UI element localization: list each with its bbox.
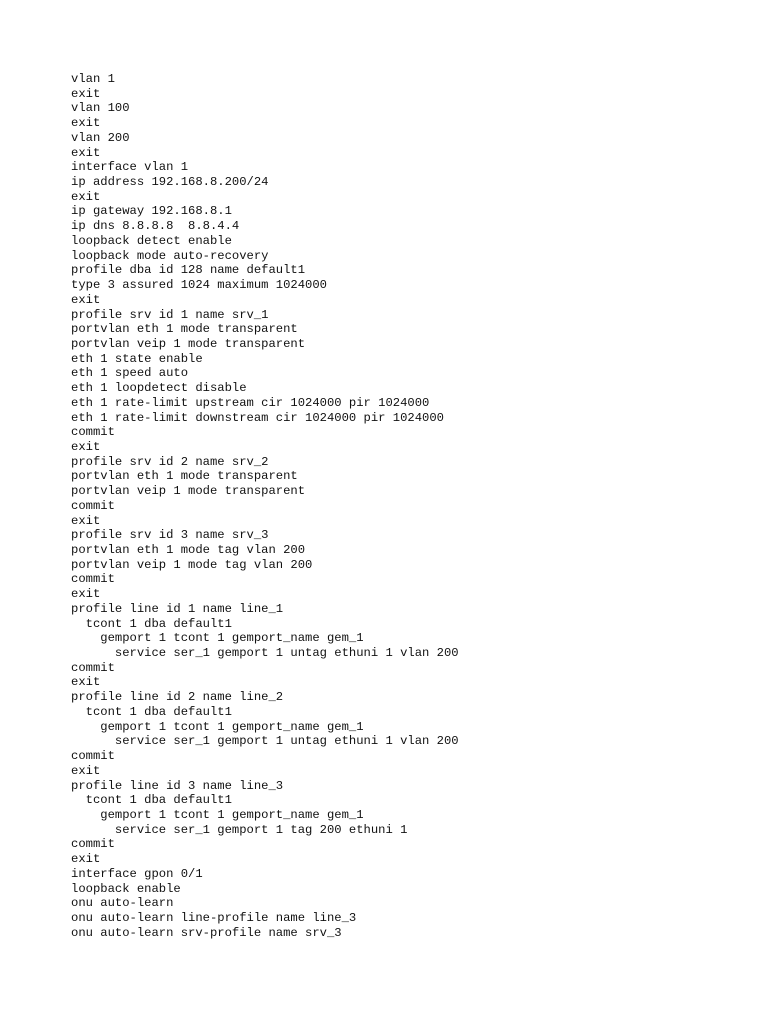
code-line: tcont 1 dba default1 [71,704,232,719]
code-line: eth 1 rate-limit upstream cir 1024000 pir 1024000 [71,395,430,410]
code-line: onu auto-learn line-profile name line_3 [71,910,357,925]
code-line: loopback mode auto-recovery [71,248,269,263]
code-line: exit [71,116,101,131]
code-line: exit [71,587,101,602]
code-line: exit [71,439,101,454]
code-line: tcont 1 dba default1 [71,616,232,631]
code-line: interface vlan 1 [71,160,189,175]
code-line: eth 1 state enable [71,351,203,366]
code-line: gemport 1 tcont 1 gemport_name gem_1 [71,631,364,646]
code-line: portvlan veip 1 mode transparent [71,484,306,499]
code-line: profile srv id 1 name srv_1 [71,307,269,322]
code-line: onu auto-learn srv-profile name srv_3 [71,925,342,940]
code-line: service ser_1 gemport 1 untag ethuni 1 vlan 200 [71,646,459,661]
code-line: tcont 1 dba default1 [71,793,232,808]
code-line: onu auto-learn [71,896,174,911]
code-line: portvlan veip 1 mode transparent [71,336,306,351]
code-line: service ser_1 gemport 1 tag 200 ethuni 1 [71,822,408,837]
config-document [71,72,751,940]
code-line: eth 1 loopdetect disable [71,381,247,396]
code-line: ip gateway 192.168.8.1 [71,204,232,219]
code-line: gemport 1 tcont 1 gemport_name gem_1 [71,719,364,734]
code-line: eth 1 rate-limit downstream cir 1024000 pir 1024000 [71,410,444,425]
code-line: exit [71,513,101,528]
code-line: commit [71,572,115,587]
code-line: loopback detect enable [71,233,232,248]
code-line: portvlan eth 1 mode transparent [71,322,298,337]
code-line: exit [71,86,101,101]
code-line: service ser_1 gemport 1 untag ethuni 1 vlan 200 [71,734,459,749]
code-line: commit [71,749,115,764]
code-line: profile dba id 128 name default1 [71,263,306,278]
code-line: interface gpon 0/1 [71,866,203,881]
code-line: portvlan veip 1 mode tag vlan 200 [71,557,313,572]
code-line: eth 1 speed auto [71,366,189,381]
code-line: ip dns 8.8.8.8 8.8.4.4 [71,219,240,234]
code-line: gemport 1 tcont 1 gemport_name gem_1 [71,807,364,822]
code-line: portvlan eth 1 mode transparent [71,469,298,484]
code-line: type 3 assured 1024 maximum 1024000 [71,278,327,293]
code-line: exit [71,675,101,690]
code-line: profile line id 3 name line_3 [71,778,284,793]
code-line: ip address 192.168.8.200/24 [71,175,269,190]
code-line: exit [71,852,101,867]
code-line: exit [71,189,101,204]
code-line: profile line id 2 name line_2 [71,690,284,705]
code-line: commit [71,837,115,852]
code-line: exit [71,145,101,160]
code-line: commit [71,498,115,513]
code-line: commit [71,425,115,440]
code-line: commit [71,660,115,675]
code-line: vlan 100 [71,101,130,116]
code-line: profile line id 1 name line_1 [71,601,284,616]
code-line: loopback enable [71,881,181,896]
code-line: vlan 1 [71,72,115,86]
code-line: profile srv id 3 name srv_3 [71,528,269,543]
code-line: exit [71,292,101,307]
code-line: exit [71,763,101,778]
code-line: portvlan eth 1 mode tag vlan 200 [71,543,306,557]
code-line: profile srv id 2 name srv_2 [71,454,269,469]
code-line: vlan 200 [71,130,130,145]
